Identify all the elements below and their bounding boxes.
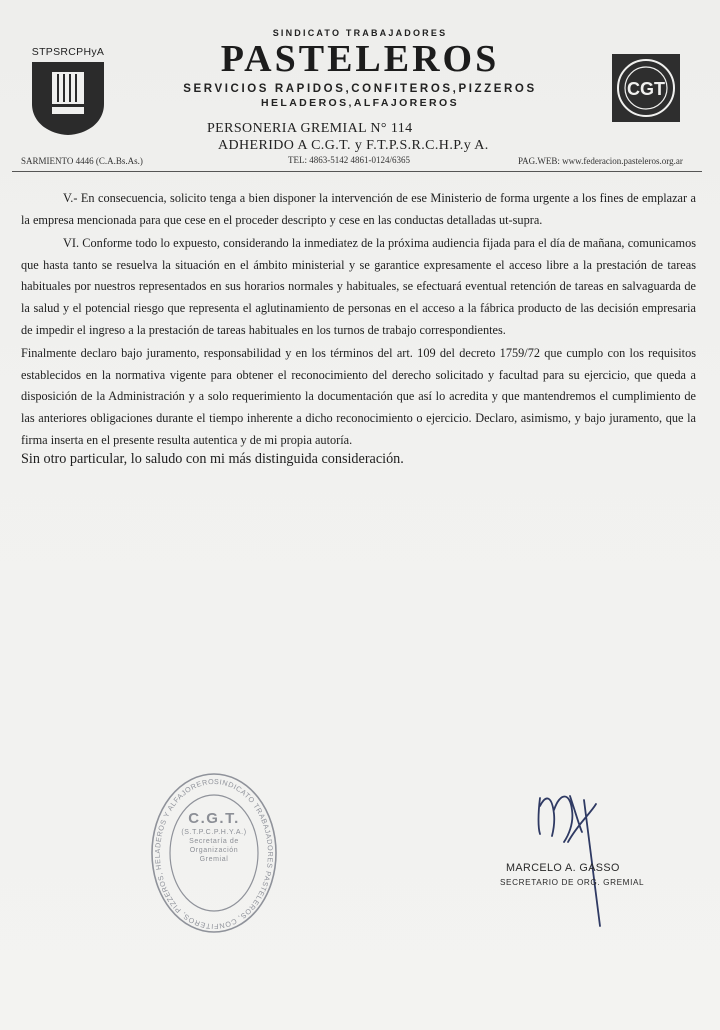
stamp-line-1: (S.T.P.C.P.H.Y.A.) xyxy=(181,829,247,836)
letterhead-adherido: ADHERIDO A C.G.T. y F.T.P.S.R.C.H.P.y A. xyxy=(218,138,489,153)
chef-hat-shield-icon xyxy=(30,60,106,136)
letterhead-subtitle-2: HELADEROS,ALFAJOREROS xyxy=(261,97,459,109)
union-stamp xyxy=(148,770,280,936)
letterhead-title: PASTELEROS xyxy=(220,38,500,80)
cgt-emblem-icon xyxy=(612,54,680,122)
letterhead-heading xyxy=(160,28,560,109)
letterhead-subtitle-1: SERVICIOS RAPIDOS,CONFITEROS,PIZZEROS xyxy=(183,83,537,95)
letterhead-address: SARMIENTO 4446 (C.A.Bs.As.) xyxy=(21,156,143,166)
stamp-title: C.G.T. xyxy=(188,810,240,827)
signatory-name: MARCELO A. GASSO xyxy=(506,862,620,874)
letterhead-divider xyxy=(12,171,702,172)
paragraph-final-declaration: Finalmente declaro bajo juramento, responsabilidad y en los términos del art. 109 del decreto 1759/72 que cumplo con los requisitos establecidos en la normativa vigente para obtener el reconocimiento del derecho solicitado y facultad para su ejercicio, que queda a disposición de la Administración y a solo requerimiento la documentación que así lo acredita y que mantendremos el cumplimiento de las anteriores obligaciones durante el tiempo inherente a dicho reconocimiento o ejercicio. Declaro, asimismo, y bajo juramento, que la firma inserta en el presente resulta autentica y de mi propia autoría. xyxy=(21,346,696,447)
paragraph-v: V.- En consecuencia, solicito tenga a bien disponer la intervención de ese Ministerio de forma urgente a los fines de emplazar a la empresa mencionada para que cese en el proceder descripto y cese en las conductas detalladas ut-supra. xyxy=(21,191,696,227)
cgt-logo xyxy=(612,54,680,122)
stamp-line-3: Organización xyxy=(189,847,239,854)
signatory-role: SECRETARIO DE ORG. GREMIAL xyxy=(500,878,645,887)
union-logo xyxy=(30,46,106,141)
stamp-line-4: Gremial xyxy=(199,856,229,863)
letterhead-personeria: PERSONERIA GREMIAL N° 114 xyxy=(207,121,413,136)
letter-body xyxy=(21,188,696,453)
letterhead-phone: TEL: 4863-5142 4861-0124/6365 xyxy=(288,155,410,165)
closing-line: Sin otro particular, lo saludo con mi más distinguida consideración. xyxy=(21,451,404,467)
stamp-center xyxy=(178,810,250,864)
cgt-logo-letters: CGT xyxy=(627,79,665,99)
handwritten-signature-icon xyxy=(528,784,618,934)
union-logo-caption: STPSRCPHyA xyxy=(31,46,105,58)
stamp-line-2: Secretaría de xyxy=(189,838,239,845)
letterhead-website: PAG.WEB: www.federacion.pasteleros.org.ar xyxy=(518,156,683,166)
stamp-ring-text: SINDICATO TRABAJADORES PASTELEROS, CONFITEROS, PIZZEROS, HELADEROS Y ALFAJORERO xyxy=(152,776,275,932)
paragraph-vi: VI. Conforme todo lo expuesto, considerando la inmediatez de la próxima audiencia fijada para el día de mañana, comunicamos que hasta tanto se resuelva la situación en el ámbito ministerial y se garantice expresamente el acceso libre a la prestación de tareas habituales por nuestros representados en sus horarios normales y habituales, se efectuará eventual retención de tareas en salvaguarda de la salud y el potencial riesgo que representa el aglutinamiento de personas en el acceso a la fábrica producto de las decisión empresaria de impedir el ingreso a la prestación de tareas habituales en los turnos de trabajo correspondientes. xyxy=(21,236,696,337)
letterhead-sindicato: SINDICATO TRABAJADORES xyxy=(272,28,448,38)
